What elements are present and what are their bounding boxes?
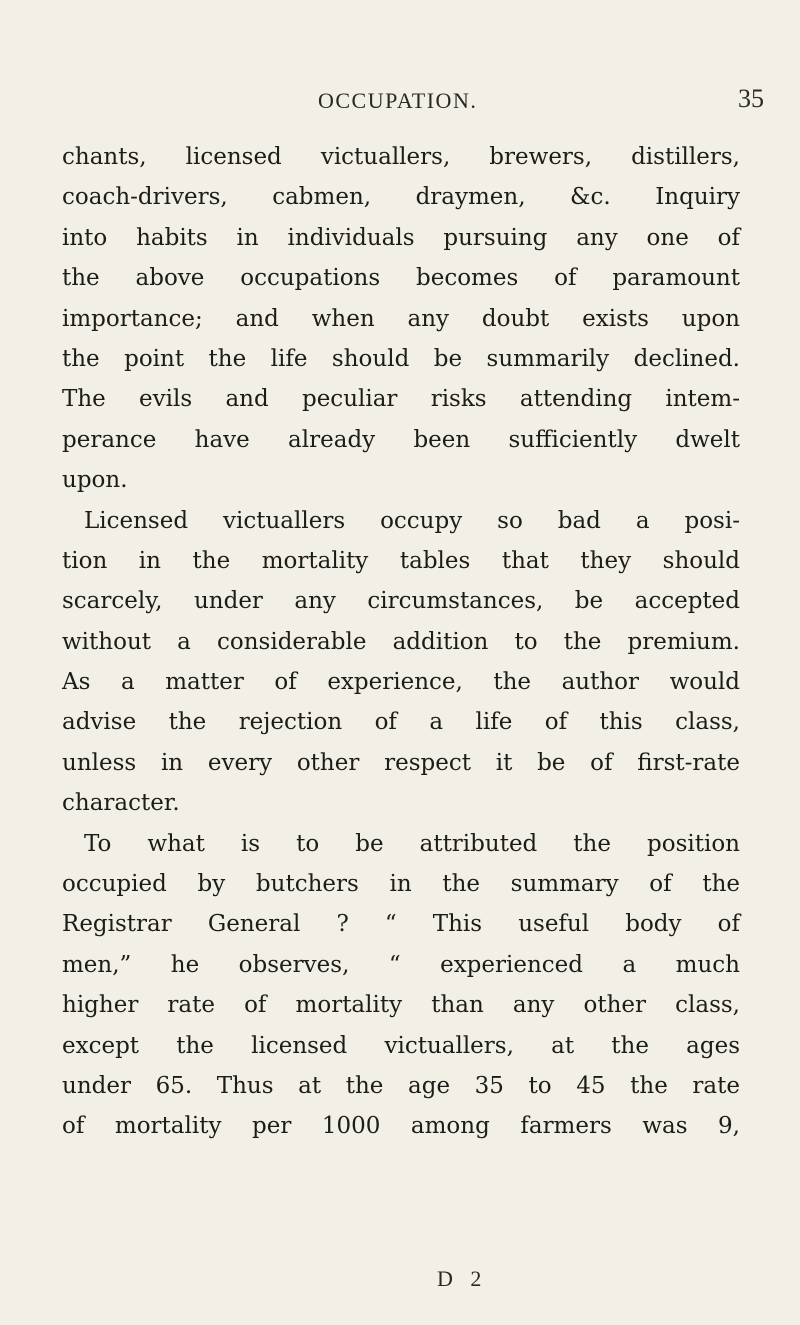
- text-line: the point the life should be summarily declined.: [62, 345, 740, 372]
- text-line: The evils and peculiar risks attending intem-: [62, 386, 740, 413]
- text-line: of mortality per 1000 among farmers was 9,: [62, 1113, 740, 1140]
- body-text: [62, 137, 740, 1147]
- text-line: chants, licensed victuallers, brewers, distillers,: [62, 144, 740, 170]
- text-line: into habits in individuals pursuing any one of: [62, 224, 740, 251]
- text-line: higher rate of mortality than any other class,: [62, 992, 740, 1019]
- text-line: the above occupations becomes of paramount: [62, 265, 740, 292]
- text-line: character.: [62, 790, 180, 817]
- text-line: Licensed victuallers occupy so bad a posi-: [84, 507, 740, 534]
- text-line: occupied by butchers in the summary of the: [62, 871, 740, 898]
- running-head: [0, 84, 800, 122]
- text-line: As a matter of experience, the author would: [62, 669, 740, 696]
- running-head-title: OCCUPATION.: [318, 88, 478, 113]
- page-number: 35: [738, 84, 764, 113]
- text-line: coach-drivers, cabmen, draymen, &c. Inquiry: [62, 184, 740, 211]
- text-line: without a considerable addition to the premium.: [62, 628, 740, 655]
- text-line: advise the rejection of a life of this class,: [62, 709, 740, 736]
- text-line: scarcely, under any circumstances, be accepted: [62, 588, 740, 615]
- text-line: upon.: [62, 467, 128, 494]
- text-line: importance; and when any doubt exists upon: [62, 305, 740, 332]
- text-line: Registrar General ? “ This useful body of: [62, 911, 740, 938]
- text-line: men,” he observes, “ experienced a much: [62, 951, 740, 978]
- text-line: under 65. Thus at the age 35 to 45 the rate: [62, 1072, 740, 1099]
- text-line: unless in every other respect it be of first-rate: [62, 749, 740, 776]
- text-line: To what is to be attributed the position: [84, 830, 740, 857]
- text-line: tion in the mortality tables that they should: [62, 547, 740, 574]
- text-line: except the licensed victuallers, at the ages: [62, 1032, 740, 1059]
- text-line: perance have already been sufficiently dwelt: [62, 426, 740, 453]
- signature-mark: D 2: [437, 1266, 488, 1291]
